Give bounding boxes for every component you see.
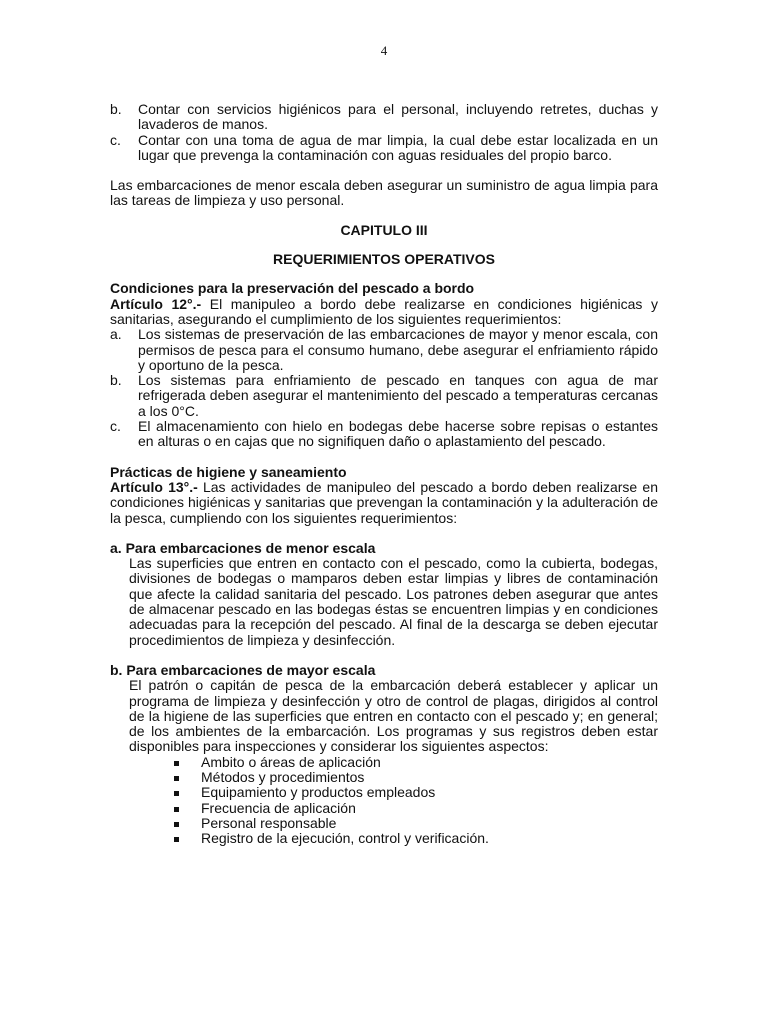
chapter-subtitle: REQUERIMIENTOS OPERATIVOS xyxy=(273,251,495,268)
bullet-icon xyxy=(174,761,179,766)
article-label: Artículo 12°.- xyxy=(110,295,202,312)
section-heading: Prácticas de higiene y saneamiento xyxy=(110,463,347,480)
article-text: El manipuleo a bordo debe realizarse en condiciones higiénicas y sanitarias, asegurando el cumplimiento de los siguientes requerimientos: xyxy=(110,295,658,327)
list-item xyxy=(201,801,658,816)
subsection-text: Las superficies que entren en contacto con el pescado, como la cubierta, bodegas, divisiones de bodegas o mamparos deben estar limpias y libres de contaminación que afecte la calidad sanitaria del pescado. Los patrones deben asegurar que antes de almacenar pescado en las bodegas éstas se encuentren limpias y en condiciones adecuadas para la recepción del pescado. Al final de la descarga se deben ejecutar procedimientos de limpieza y desinfección. xyxy=(129,555,658,648)
list-item-text: Personal responsable xyxy=(201,814,337,831)
list-item-text: Contar con servicios higiénicos para el personal, incluyendo retretes, duchas y lavaderos de manos. xyxy=(138,101,658,133)
chapter-title: CAPITULO III xyxy=(340,221,428,238)
aspects-list xyxy=(110,755,658,847)
list-marker: a. xyxy=(110,326,122,343)
list-item-text: Ambito o áreas de aplicación xyxy=(201,753,381,770)
bullet-icon xyxy=(174,822,179,827)
subsection-text: El patrón o capitán de pesca de la embarcación deberá establecer y aplicar un programa de limpieza y desinfección y otro de control de plagas, dirigidos al control de la higiene de las superficies que entren en contacto con el pescado y; en general; de los ambientes de la embarcación. Los programas y sus registros deben estar disponibles para inspecciones y considerar los siguientes aspectos: xyxy=(129,677,658,755)
list-item-text: El almacenamiento con hielo en bodegas debe hacerse sobre repisas o estantes en alturas o en cajas que no signifiquen daño o aplastamiento del pescado. xyxy=(138,418,658,450)
list-item-text: Equipamiento y productos empleados xyxy=(201,784,436,801)
intro-list xyxy=(110,102,658,163)
article-12 xyxy=(110,297,658,328)
list-item-text: Frecuencia de aplicación xyxy=(201,799,356,816)
page-number: 4 xyxy=(380,43,388,58)
article-12-list xyxy=(110,327,658,449)
page-content xyxy=(110,102,658,846)
list-marker: c. xyxy=(110,131,121,148)
list-item-text: Contar con una toma de agua de mar limpia, la cual debe estar localizada en un lugar que prevenga la contaminación con aguas residuales del propio barco. xyxy=(138,131,658,163)
article-label: Artículo 13°.- xyxy=(110,478,198,495)
bullet-icon xyxy=(174,776,179,781)
list-item-text: Los sistemas de preservación de las embarcaciones de mayor y menor escala, con permisos de pesca para el consumo humano, debe asegurar el enfriamiento rápido y oportuno de la pesca. xyxy=(138,326,658,373)
list-marker: b. xyxy=(110,101,122,117)
list-item xyxy=(110,102,658,133)
intro-paragraph: Las embarcaciones de menor escala deben asegurar un suministro de agua limpia para las tareas de limpieza y uso personal. xyxy=(110,177,658,209)
list-item xyxy=(201,816,658,831)
list-item xyxy=(110,373,658,419)
bullet-icon xyxy=(174,791,179,796)
list-marker: b. xyxy=(110,372,122,389)
bullet-icon xyxy=(174,837,179,842)
list-item xyxy=(201,831,658,846)
list-item xyxy=(201,785,658,800)
list-item xyxy=(201,770,658,785)
list-item xyxy=(201,755,658,770)
subsection-heading: b. Para embarcaciones de mayor escala xyxy=(110,661,376,678)
list-item-text: Métodos y procedimientos xyxy=(201,768,365,785)
list-item-text: Registro de la ejecución, control y verificación. xyxy=(201,830,489,847)
bullet-icon xyxy=(174,807,179,812)
list-marker: c. xyxy=(110,418,121,435)
subsection-heading: a. Para embarcaciones de menor escala xyxy=(110,539,376,556)
list-item xyxy=(110,133,658,164)
article-text: Las actividades de manipuleo del pescado a bordo deben realizarse en condiciones higiénicas y sanitarias que prevengan la contaminación y la adulteración de la pesca, cumpliendo con los siguientes requerimientos: xyxy=(110,478,658,526)
section-heading: Condiciones para la preservación del pescado a bordo xyxy=(110,280,475,297)
list-item xyxy=(110,327,658,373)
list-item-text: Los sistemas para enfriamiento de pescado en tanques con agua de mar refrigerada deben asegurar el mantenimiento del pescado a temperaturas cercanas a los 0°C. xyxy=(138,372,658,419)
list-item xyxy=(110,419,658,450)
article-13 xyxy=(110,480,658,526)
